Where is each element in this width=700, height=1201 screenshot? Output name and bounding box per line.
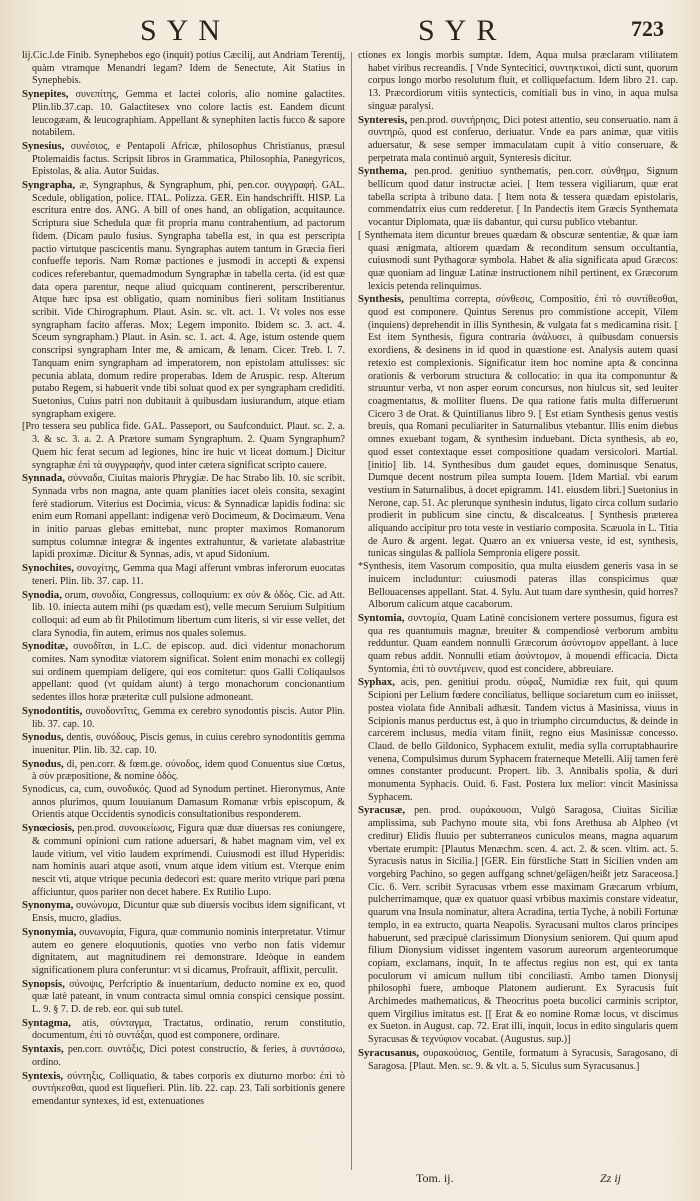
right-column	[358, 50, 678, 1170]
dictionary-entry	[22, 1017, 345, 1043]
entry-headword: Syngrapha,	[22, 179, 76, 192]
dictionary-entry	[358, 114, 678, 166]
dictionary-entry	[22, 822, 345, 899]
entry-headword: Synopsis,	[22, 977, 65, 990]
entry-text: συρακούσιος, Gentile, formatum à Syracusis, Saragosano, di Saragosa. [Plaut. Men. sc. 9. & vlt. a. 5. Siculus sum Syracusanus.]	[368, 1047, 678, 1072]
dictionary-entry	[22, 88, 345, 140]
entry-text: συνοδοντῖτις, Gemma ex cerebro synodontis piscis. Autor Plin. lib. 37. cap. 10.	[32, 705, 345, 730]
entry-headword: Synodontitis,	[22, 704, 83, 717]
entry-text: συνοδῖται, in L.C. de episcop. aud. dici videntur monachorum comites. Nam synoditæ viatorem significat. Solent enim monachi ex collegij sui ordinem quempiam deligere, qui eos comitetur: quos Galli Coliqaulsos appellant: quod (vt quidam aiunt) à tergo monachorum concionantium sedentes illos horæ præteritæ cull pulsione admoneant.	[32, 641, 345, 704]
dictionary-entry	[22, 472, 345, 562]
left-header-word: SYN	[140, 14, 231, 47]
dictionary-entry	[358, 1047, 678, 1073]
dictionary-entry	[22, 1043, 345, 1069]
running-header	[0, 10, 700, 50]
dictionary-entry	[22, 705, 345, 731]
entry-headword: Synteresis,	[358, 113, 408, 126]
entry-headword: Synonymia,	[22, 925, 77, 938]
entry-text: dentis, συνόδους, Piscis genus, in cuius cerebro synodontitis gemma inuenitur. Plin. lib. 32. cap. 10.	[32, 732, 345, 756]
dictionary-entry	[22, 758, 345, 784]
entry-text: σύντηξις, Colliquatio, & tabes corporis ex diuturno morbo: ἐπὶ τὸ συντήκεσθαι, quod est liquefieri. Plin. lib. 22. cap. 23. Tali sorbitionis genere emendantur syntexes, id est, extenuationes	[32, 1070, 345, 1107]
entry-headword: Synepites,	[22, 88, 69, 101]
entry-headword: Synochites,	[22, 562, 74, 575]
entry-headword: Synodus,	[22, 731, 64, 744]
entry-text: συνωνυμία, Figura, quæ communio nominis interpretatur. Vtimur autem eo genere eloquutionis, quoties vno verbo non fatis videmur dignitatem, aut magnitudinem rei demonstrare. Ideòque in eandem significationem plura conferuntur: vt si dicamus, Profrauit, afflixit, perculit.	[32, 926, 345, 976]
dictionary-entry	[22, 784, 345, 822]
entry-text: συνεπίτης, Gemma et lactei coloris, alio nomine galactites. Plin.lib.37.cap. 10. Galactitesex vno colore lactis est. Eandem dicunt leucogæam, & leucographiam. Appellant & synephiten lactis fucco & sapore notabilem.	[32, 89, 345, 139]
entry-headword: Synodia,	[22, 588, 62, 601]
left-column	[22, 50, 345, 1170]
column-divider	[351, 52, 352, 1170]
entry-text: orum, συνοδία, Congressus, colloquium: ex σύν & ὁδὸς. Cic. ad Att. lib. 10. iniecta autem mihi (ps quædam est), velle mecum Seruium Sulpitium colloqui: ad eum ab fit Philotimum libertum cum literis, si vir esse vellet, det clara Synodia, fin autem, erimus nos quales solemus.	[32, 589, 345, 639]
entry-headword: Synodus,	[22, 757, 64, 770]
dictionary-entry	[358, 230, 678, 294]
right-header-word: SYR	[418, 14, 507, 47]
dictionary-entry	[22, 640, 345, 705]
entry-text: σύνοψις, Perfcriptio & inuentarium, deducto nomine ex eo, quod quæ latè pateant, in vnum contracta simul omnia conspici censique possint. L. 9. § 7. D. de reb. eor. qui sub tutel.	[32, 978, 345, 1016]
entry-text: di, pen.corr. & fœm.ge. σύνοδος, idem quod Conuentus siue Cœtus, à σὺν præpositione, & nomine ὁδὸς.	[32, 758, 345, 783]
dictionary-entry	[22, 589, 345, 641]
entry-text: pen.prod. συνοικείωσις, Figura quæ duæ diuersas res coniungere, & communi opinioni cum ratione aduersari, & habet magnam vim, vel ex laude vitium, vel vitio laudem exprimendi. Cuiusmodi est illud Hyperidis: nam hominis auari atque asoti, vnum atque idem vitium est. Vterque enim nescit vti, atque vtrique pecunia dedecori est: quare merito vtrique pari pœna afficiuntur, quos pariter non decet habere. Ex Rutilio Lupo.	[32, 823, 345, 898]
entry-headword: Synœciosis,	[22, 822, 75, 835]
dictionary-entry	[358, 293, 678, 561]
entry-headword: Syracusanus,	[358, 1046, 419, 1059]
dictionary-entry	[22, 562, 345, 588]
dictionary-entry	[358, 561, 678, 612]
entry-text: Synodicus, ca, cum, συνοδικός. Quod ad Synodum pertinet. Hieronymus, Ante annos plurimos, quum Iouuianum Damasum Romanæ vrbis episcopum, & Orientis atque Occidentis synodicis consultationibus responderem.	[22, 784, 345, 821]
entry-headword: Syntomia,	[358, 611, 405, 624]
entry-headword: Synonyma,	[22, 899, 74, 912]
entry-text: atis, σύνταγμα, Tractatus, ordinatio, rerum constitutio, documentum, ἐπὶ τὸ συντάξαι, quod est componere, ordinare.	[32, 1017, 345, 1042]
entry-text: pen.prod. genitiuo synthematis, pen.corr. σύνθημα, Signum bellicum quod datur instructæ aciei. [ Item tessera vigiliarum, quæ erat tabella scripta à tribuno data. [ Item nota & tessera quædam epistolaris, commendatrix eius cum redderetur. [ In Pandectis item Græcis Synthemata vocantur Diplomata, quæ iis dabantur, qui cursu publico vtebantur.	[368, 166, 678, 229]
entry-text: pen. prod. συράκουσαι, Vulgò Saragosa, Ciuitas Siciliæ amplissima, sub Pachyno moute sita, vbi fons Arethusa ab Alpheo (vt creditur) Elidis fluuio per subterraneos cuniculos means, magna aquarum vbertate erumpit: [Plautus Menæchm. scen. 4. act. 2. & scen. vltim. act. 5. Syracusis natus in Sicilia.] [GER. Ein fürstliche Statt in Sicilien vnden am vorgebirg Pachino, so gegen auffgang schnet/gelägen/heißt jetz Saraceosa.] Cic. 6. Verr. scribit Syracusas vrbem esse maximam Græcarum vrbium, pulcherrimamque, quæ ex quatuor quasi vrbibus maximis constare videatur, quarum vna Insula nominatur, altera Acradina, tertia Tyche, à nobili Fortunæ templo, in ea extructo, quarta Neapolis. Syracusani multos claros principes habuerunt, sed præcipuè clarissimum Dionysium seniorem. Qui quum apud filium Dionysium vidisset ingentem vasorum aureorum argenteorumque copiam, exclamans, inquit, In te affectus regius non est, qui ex tanta poculorum vi amicum nullum tibi conciliasti. Ambo tamen Dionysij philosophi fuere, amboque Platonem audierunt. Ex Syracusis fuit Archimedes mathematicus, & Theocritus poeta bucolici carminis scriptor, quem Virgilius imitatus est. [[ Erat & eo nomine Romæ locus, vt discimus ex Sueton. in August. cap. 72. Erat illi, inquit, locus in edito singularis quem Syracusas & τεχνύφιον vocabat. (Augustus. sup.)]	[368, 805, 678, 1046]
entry-text: æ, Syngraphus, & Syngraphum, phi, pen.cor. συγγραφή. GAL. Scedule, obligation, police. ITAL. Polizza. GER. Ein handschrifft. HISP. La escritura entre dos. ANG. A bill of ones hand, an obligation, acquitaunce. Scriptura siue Schedula quæ fit propria manu contrahentium, ad pactorum fidem. (Dicam paulo fusius. Syngrapha tabella est, in qua est perscripta pactio virtutque pascicentis manu. Syngraphas autem tantum in Græcia fieri confueffe teporis. Nam Romæ pactiones e jusmodi in accepti & expensi codices referebantur, quemadmodum Syngraphæ in tabella certa. (id est quæ data opera parentur, neque aliud quicquam continerent, perscriberentur. Atque hæc ipsa est obligatio, quam nominibus fieri solitam Institianus scribit. Vide Chirographum. Plaut. Asin. sc. vlt. act. 1. Vt voles nos esse syngrapham facito afferas. Mox; Legem imponito. Ibidem sc. 3. act. 4. Sceum syngrapham.) Plaut. in Asin. sc. 1. act. 4. Age, istum ostende quem conscripsi syngrapham Inter me, & amicam, & lenam. Cicer. Treb. l. 7. Tanquam enim syngrapham ad imperatorem, non epistolam attulisses: sic pecunia ablata, domum redire properabas. Idem de Aruspic. resp. Alterum putabo Regem, si habuerit vnde tibi soluat quod ex per syngrapham crediditi. Suetonius, Cuius patri non dubitauit à quibusdam iusiurandum, atque etiam syngrapham exigere.	[32, 180, 345, 420]
entry-text: pen.prod. συντήρησις, Dici potest attentio, seu conseruatio. nam à συντηρῶ, quod est conferuo, deriuatur. Vnde ea pars animæ, quæ vitiis aduersatur, & sese semper immaculatam cupit à vitio conseruare, & perpetrata mala continuò arguit, Synteresis dicitur.	[368, 114, 678, 164]
entry-headword: Syntaxis,	[22, 1043, 64, 1056]
entry-headword: Syracusæ,	[358, 804, 406, 817]
entry-headword: Synoditæ,	[22, 640, 68, 653]
dictionary-entry	[358, 676, 678, 804]
page-footer	[0, 1171, 700, 1189]
entry-text: pen.corr. συντάξις, Dici potest constructio, & feries, à συντάσσω, ordino.	[32, 1044, 345, 1068]
entry-text: συνοχίτης, Gemma qua Magi afferunt vmbras inferorum euocatas teneri. Plin. lib. 37. cap. 11.	[32, 563, 345, 587]
dictionary-entry	[22, 421, 345, 472]
entry-text: *Synthesis, item Vasorum compositio, qua multa eiusdem generis vasa in se inuicem includuntur: cuiusmodi pateras illas conspicimus quæ Bellouacenses appellant. Stat. 4. Sylu. Aut tuam dare synthesin, quid horres? Alborum calicum atque cacaborum.	[358, 561, 678, 611]
dictionary-entry	[358, 50, 678, 114]
entry-text: σύνναδα, Ciuitas maioris Phrygiæ. De hac Strabo lib. 10. sic scribit. Synnada vrbs non magna, ante quam planities iacet oleis consita, sexagint ferè stadiorum. Viterius est Docimia, vicus: & Synnadicæ lapidis fodina: sic enim eum Romani appellant: indigenæ verò Docimeum, & Docimæum. Vena in initio paruas glebas emittebat, nunc propter maximos Romanorum sumptus columnæ integræ & ingentes extrahuntur, & varietate alabastritæ lapidi proximæ. Dicitur & Synnas, adis, vt apud Sidonium.	[32, 473, 345, 561]
dictionary-entry	[22, 926, 345, 978]
dictionary-entry	[22, 50, 345, 88]
entry-text: lij.Cic.l.de Finib. Synephebos ego (inquit) potius Cæcilij, aut Andriam Terentij, quàm vtramque Menandri legam? Idem de Senectute, Ait Statius in Synephebis.	[22, 50, 345, 87]
entry-headword: Syntagma,	[22, 1016, 71, 1029]
dictionary-entry	[358, 165, 678, 230]
entry-headword: Syphax,	[358, 676, 395, 689]
entry-text: συνώνυμα, Dicuntur quæ sub diuersis vocibus idem significant, vt Ensis, mucro, gladius.	[32, 900, 345, 925]
dictionary-entry	[22, 731, 345, 757]
dictionary-entry	[22, 978, 345, 1017]
dictionary-entry	[358, 804, 678, 1046]
entry-text: [Pro tessera seu publica fide. GAL. Passeport, ou Saufconduict. Plaut. sc. 2. a. 3. & sc. 3. a. 2. A Prætore sumam Syngraphum. 2. Quam Syngraphum? Quem hic ferat secum ad legiones, hinc ire huic vt liceat domum.] Dicitur syngraphæ ἐπὶ τὰ συγγραφὴν, quod inter cætera significat scripto cauere.	[22, 421, 345, 471]
dictionary-entry	[22, 140, 345, 179]
entry-text: penultima correpta, σύνθεσις, Compositio, ἐπὶ τὸ συντίθεσθαι, quod est componere. Quintus Serenus pro commistione accepit, Vilem (inquiens) deprehendit in illis Synthesin, & vulgata fat s medicamina risit. [ Est item Synthesis, figura contraria ἀνάλυσει, à quibusdam conuersis exordiens, & desinens in id quod in quæstione est. Analysis autem quasi retexio est complexionis. Significatur item hoc nomine apta & concinna orationis & verborum structura & collocatio: in qua ita componuntur & struuntur verba, vt non asper eorum concursus, non hiulcus sit, sed leuiter coagmentatus, & molliter fluens. De qua ratione fatis multa differuerunt Cicero 3 de Orat. & Quintilianus libro 9. [ Est etiam Synthesis genus vestis breuis, qua Romani peculiariter in Saturnalibus vtebantur. Illis enim diebus omnes exuebant togam, & synthesim induebant. Dicta synthesis, ab eo, quod esset contextaque esset compositione quadam versicolori. Martial. [initio] lib. 14. Synthesibus dum gaudet eques, dominusque Senatus, Dumque decent nostrum pilea sumpta Iouem. [Idem Martial. vbi earum vestium in Saturnalibus, à docet epigramm. 141. eiusdem libri.] Suetonius in Nerone, cap. 51. Ac plerunque synthesin indutus, ligato circa collum sudario prodierit in publicum sine cinctu, & discalceatus. [ Synthesis præterea aliquando accipitur pro tota veste in vestiario composita. Scæuola in L. Titia de Auro & argent. legat. Quæro an ex vniuersa veste, id est, synthesis, tunicas singulas & palliola Sempronia eligere possit.	[368, 294, 678, 560]
dictionary-entry	[22, 1070, 345, 1109]
signature-mark: Zz ij	[600, 1171, 622, 1185]
entry-headword: Synthema,	[358, 165, 407, 178]
volume-mark: Tom. ij.	[416, 1171, 454, 1185]
entry-headword: Syntexis,	[22, 1069, 64, 1082]
entry-text: ctiones ex longis morbis sumptæ. Idem, Aqua mulsa præclaram vtilitatem habet viribus recreandis. [ Vnde Syntecitici, συντηκτικοὶ, dicti sunt, quorum corpus longo morbo resolutum fluit, et colliquefactum. Idem libro 21. cap. 13. Præcordiorum vitiis syntecticis, comitiali bus in vino, in aqua mulsa singuæ paralysi.	[358, 50, 678, 112]
dictionary-entry	[22, 179, 345, 421]
dictionary-entry	[358, 612, 678, 677]
entry-headword: Synesius,	[22, 139, 65, 152]
entry-headword: Synnada,	[22, 472, 65, 485]
entry-text: συντομία, Quam Latinè concisionem vertere possumus, figura est qua res quantumuis magnæ, breuiter & compendiosè verborum ambitu redduntur. Quam eandem nonnulli Græcorum ἀσύντομον appellant. à luce quam rebus addit. Nonnulli etiam ἀσύντομον, à mouendi efficacia. Dicta Syntomia, ἐπὶ τὸ συντέμνειν, quod est concidere, abbreuiare.	[368, 612, 678, 675]
entry-headword: Synthesis,	[358, 293, 404, 306]
entry-text: acis, pen. genitiui produ. σύφαξ, Numidiæ rex fuit, qui quum Scipioni per Lelium fœdere conciliatus, bellique sociaretum cum eo iniisset, postea violata fide Annibali adhæsit. Tandem victus à Masinissa, viuus in Scipionis manus perductus est, à quo in triumpho circumductus, & deinde in carcerem inclusus, media vitam finiit, regno eius Masinissæ concesso. Claud. de bello Gildonico, Syphacem extulit, media sylla corruptabhaurire venena, Compulsimus durum Syphacem fraterneque Metelli. Alij tamen ferè omnes constanter producunt. Propert. lib. 3. Annibalis spolia, & duri monumenta Syphacis. Ouid. 6. Fast. Postera lux melior: vincit Masinissa Syphacem.	[368, 677, 678, 803]
entry-text: [ Synthemata item dicuntur breues quædam & obscuræ sententiæ, & quæ iam quasi ænigmata, altiorem quædam & reconditum sensum occultantia, cuiusmodi sunt Pythagoræ symbola. Habet & alia significata apud Græcos: quæ quoniam ad linguæ Latinæ instructionem nihil pertinent, ex Græcorum lexicis petenda relinquimus.	[358, 229, 678, 292]
page-number: 723	[631, 16, 664, 41]
dictionary-entry	[22, 899, 345, 925]
entry-text: συνέσιος, e Pentapoli Africæ, philosophus Christianus, præsul Ptolemaidis factus. Scripsit libros in Grammatica, Philosophia, Panegyricos, Epistolas, & alia. Autor Suidas.	[32, 140, 345, 178]
